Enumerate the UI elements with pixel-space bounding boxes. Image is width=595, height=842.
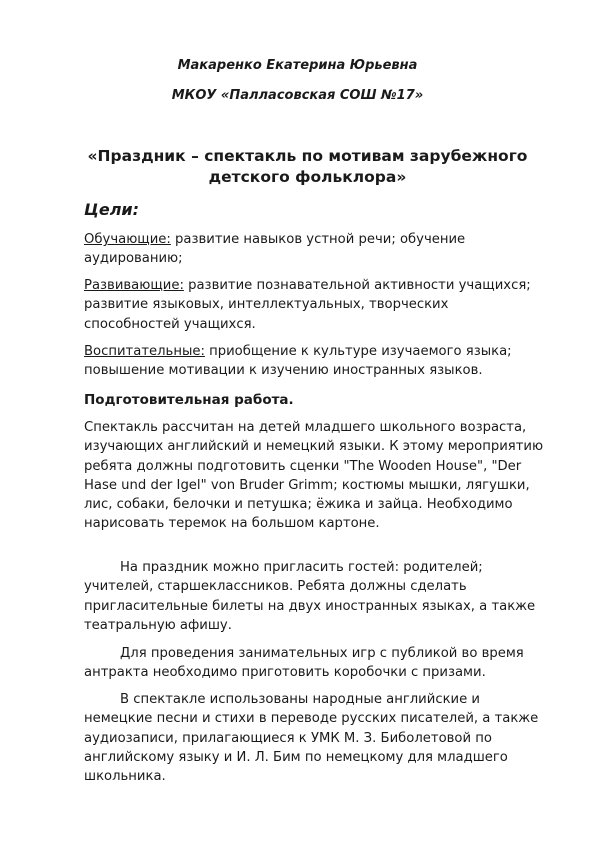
goal-educational [84, 342, 544, 381]
goal-developing-text: развитие познавательной активности учащихся; развитие языковых, интеллектуальных, творческих способностей учащихся. [84, 278, 531, 332]
goal-teaching-label: Обучающие: [84, 232, 171, 247]
school-name: МКОУ «Палласовская СОШ №17» [171, 88, 424, 103]
goal-educational-label: Воспитательные: [84, 344, 205, 359]
preparation-paragraph: На праздник можно пригласить гостей: родителей; учителей, старшеклассников. Ребята должны сделать пригласительные билеты на двух иностранных языках, а также театральную афишу. [84, 560, 536, 633]
goal-teaching-text: развитие навыков устной речи; обучение аудированию; [84, 232, 466, 267]
preparation-paragraph: Спектакль рассчитан на детей младшего школьного возраста, изучающих английский и немецкий языки. К этому мероприятию ребята должны подготовить сценки "The Wooden House", "Der Hase und der Igel" von Bruder Grimm; костюмы мышки, лягушки, лис, собаки, белочки и петушка; ёжика и зайца. Необходимо нарисовать теремок на большом картоне. [84, 420, 544, 532]
goal-developing [84, 276, 544, 334]
preparation-heading: Подготовительная работа. [84, 392, 294, 408]
preparation-paragraph: В спектакле использованы народные английские и немецкие песни и стихи в переводе русских писателей, а также аудиозаписи, прилагающиеся к УМК М. З. Биболетовой по английскому языку и И. Л. Бим по немецкому для младшего школьника. [84, 692, 539, 785]
document-title: «Праздник – спектакль по мотивам зарубежного детского фольклора» [87, 147, 528, 186]
goal-teaching [84, 230, 544, 269]
goal-developing-label: Развивающие: [84, 278, 184, 293]
author-name: Макаренко Екатерина Юрьевна [177, 58, 418, 73]
preparation-paragraph: Для проведения занимательных игр с публикой во время антракта необходимо приготовить коробочки с призами. [84, 646, 524, 681]
goals-heading: Цели: [84, 200, 140, 219]
goal-educational-text: приобщение к культуре изучаемого языка; повышение мотивации к изучению иностранных языков. [84, 344, 512, 379]
